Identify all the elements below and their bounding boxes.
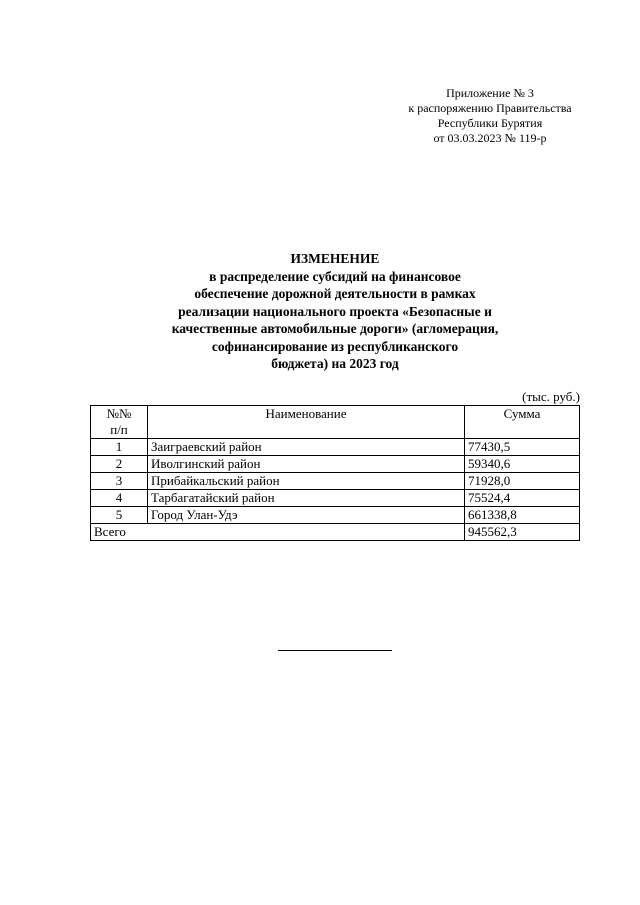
appendix-line: от 03.03.2023 № 119-р	[433, 131, 547, 145]
row-name: Тарбагатайский район	[148, 490, 465, 507]
table-row	[91, 439, 580, 456]
total-row	[91, 524, 580, 541]
row-num: 2	[91, 456, 148, 473]
row-sum: 661338,8	[465, 507, 580, 524]
row-num: 3	[91, 473, 148, 490]
title-line: качественные автомобильные дороги» (агломерация,	[171, 321, 499, 336]
appendix-line: Приложение № 3	[446, 86, 534, 100]
header-num-line2: п/п	[110, 422, 128, 437]
title-line: ИЗМЕНЕНИЕ	[290, 251, 380, 266]
title-line: софинансирование из республиканского	[211, 338, 459, 354]
header-name: Наименование	[148, 406, 465, 439]
header-num-line1: №№	[106, 406, 132, 421]
appendix-header	[380, 86, 600, 146]
header-num	[91, 406, 148, 439]
table-header-row	[91, 406, 580, 439]
document-title	[120, 250, 550, 373]
subsidy-table	[90, 405, 580, 541]
row-name: Прибайкальский район	[148, 473, 465, 490]
row-num: 1	[91, 439, 148, 456]
unit-note: (тыс. руб.)	[522, 389, 580, 404]
row-name: Заиграевский район	[148, 439, 465, 456]
row-sum: 75524,4	[465, 490, 580, 507]
row-name: Город Улан-Удэ	[148, 507, 465, 524]
title-line: реализации национального проекта «Безопасные и	[178, 303, 492, 319]
row-num: 4	[91, 490, 148, 507]
separator-line	[278, 650, 392, 651]
row-num: 5	[91, 507, 148, 524]
row-sum: 77430,5	[465, 439, 580, 456]
title-line: бюджета) на 2023 год	[271, 356, 399, 371]
row-sum: 59340,6	[465, 456, 580, 473]
title-line: в распределение субсидий на финансовое	[209, 268, 461, 284]
total-sum: 945562,3	[465, 524, 580, 541]
row-name: Иволгинский район	[148, 456, 465, 473]
appendix-line: Республики Бурятия	[437, 116, 543, 130]
table-row	[91, 456, 580, 473]
title-line: обеспечение дорожной деятельности в рамках	[194, 286, 476, 301]
appendix-line: к распоряжению Правительства	[408, 101, 572, 115]
table-row	[91, 507, 580, 524]
total-label: Всего	[91, 524, 465, 541]
row-sum: 71928,0	[465, 473, 580, 490]
table-row	[91, 473, 580, 490]
table-row	[91, 490, 580, 507]
header-sum: Сумма	[465, 406, 580, 439]
